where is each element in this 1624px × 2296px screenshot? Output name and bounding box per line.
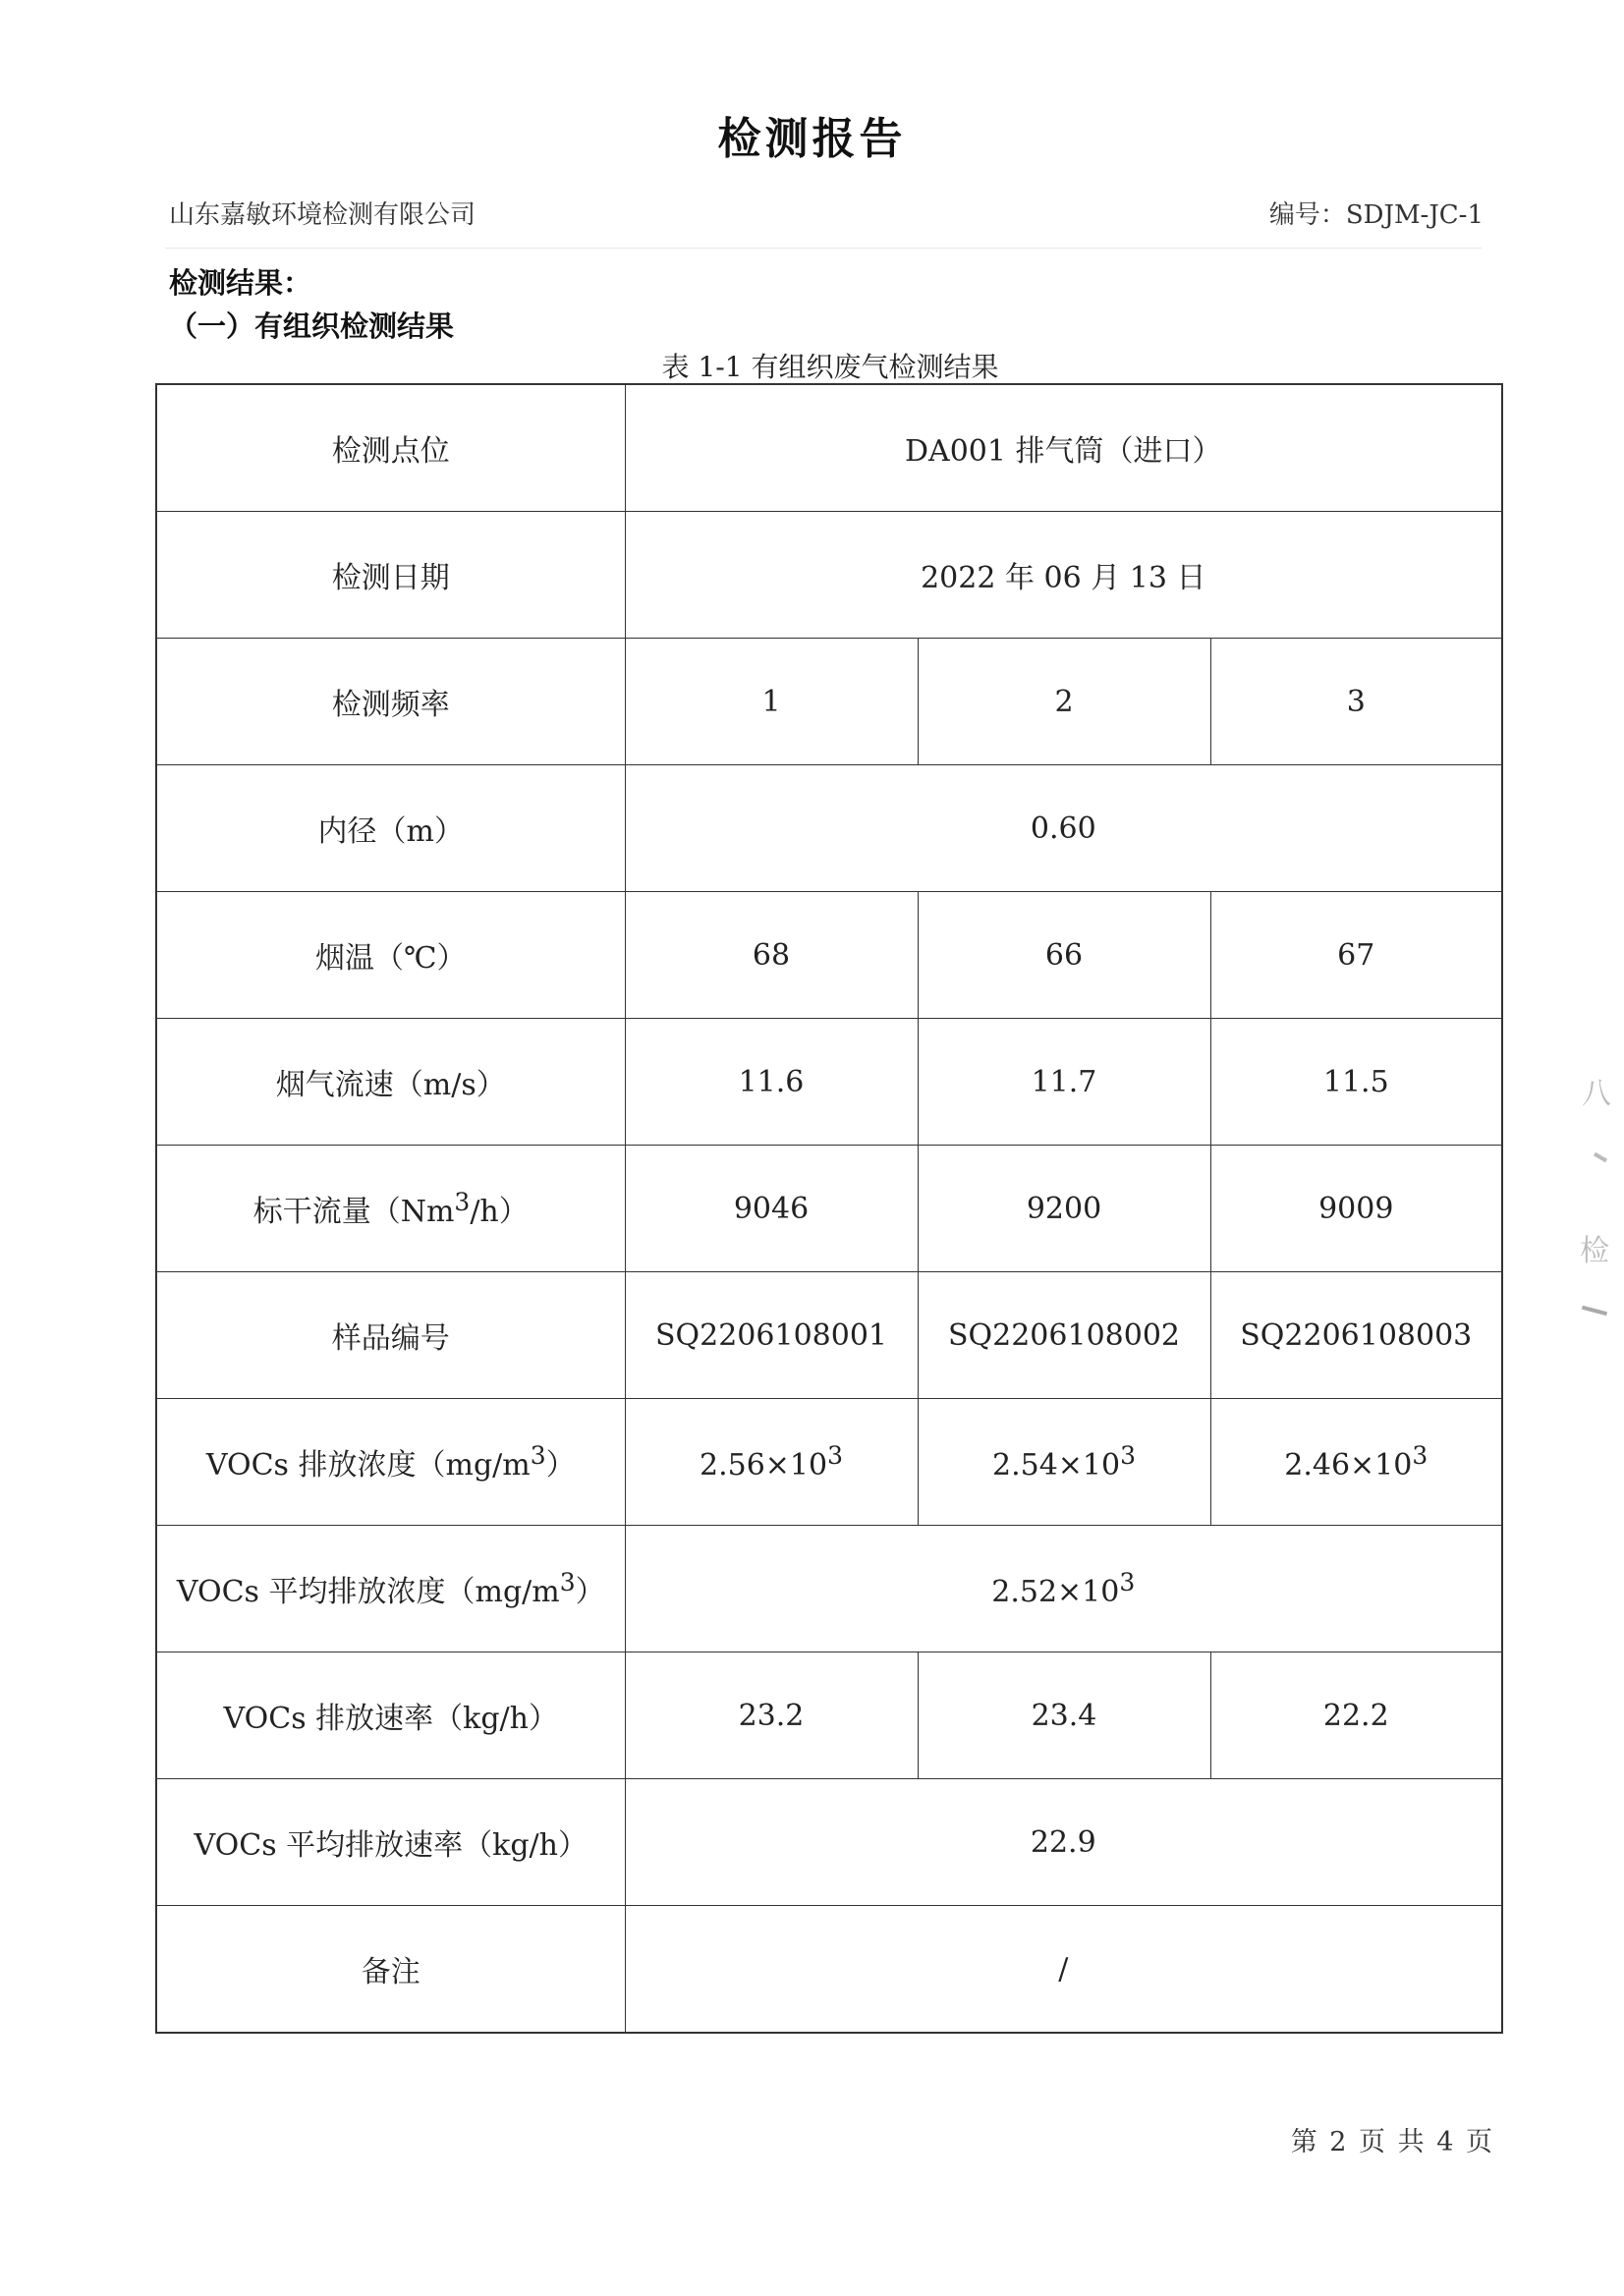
avg-concentration-label-unit: ） [575,1575,605,1609]
results-table [155,383,1503,2034]
flow-1: 9046 [625,1146,918,1272]
sample-2: SQ2206108002 [918,1272,1210,1399]
table-row [156,1146,1502,1272]
row-label-velocity: 烟气流速（m/s） [156,1019,625,1146]
flow-3: 9009 [1210,1146,1502,1272]
concentration-2-value: 2.54×10 [991,1448,1121,1483]
velocity-3: 11.5 [1210,1019,1502,1146]
row-label-avg-concentration [156,1526,625,1652]
remarks-value: / [625,1906,1502,2034]
avg-concentration-label-superscript: 3 [559,1568,576,1596]
concentration-label-superscript: 3 [530,1441,546,1470]
sample-3: SQ2206108003 [1210,1272,1502,1399]
report-title: 检测报告 [717,114,907,164]
row-label-avg-rate: VOCs 平均排放速率（kg/h） [156,1779,625,1906]
rate-1: 23.2 [625,1652,918,1779]
concentration-3-exponent: 3 [1412,1441,1428,1470]
table-row [156,765,1502,892]
table-row [156,384,1502,512]
concentration-2 [918,1399,1210,1526]
avg-concentration-exponent: 3 [1119,1568,1136,1596]
row-label-location: 检测点位 [156,384,625,512]
page-number: 第 2 页 共 4 页 [1290,2127,1494,2157]
row-label-remarks: 备注 [156,1906,625,2034]
table-caption: 表 1-1 有组织废气检测结果 [661,351,999,383]
frequency-1: 1 [625,639,918,765]
table-row [156,1779,1502,1906]
flow-label-superscript: 3 [454,1188,471,1216]
sample-1: SQ2206108001 [625,1272,918,1399]
table-row [156,639,1502,765]
concentration-label-text: VOCs 排放浓度（mg/m [205,1448,531,1483]
row-label-temperature: 烟温（℃） [156,892,625,1019]
avg-rate-value: 22.9 [625,1779,1502,1906]
frequency-2: 2 [918,639,1210,765]
concentration-1 [625,1399,918,1526]
diameter-value: 0.60 [625,765,1502,892]
frequency-3: 3 [1210,639,1502,765]
table-row [156,1019,1502,1146]
row-label-rate: VOCs 排放速率（kg/h） [156,1652,625,1779]
margin-mark [1594,1152,1607,1162]
temperature-3: 67 [1210,892,1502,1019]
concentration-2-exponent: 3 [1120,1441,1136,1470]
avg-concentration-label-text: VOCs 平均排放浓度（mg/m [176,1575,560,1609]
avg-concentration [625,1526,1502,1652]
table-row [156,1652,1502,1779]
row-label-flow [156,1146,625,1272]
row-label-concentration [156,1399,625,1526]
table-row [156,1399,1502,1526]
table-row [156,512,1502,639]
table-row [156,892,1502,1019]
margin-fragment: 检 [1580,1234,1609,1268]
concentration-3 [1210,1399,1502,1526]
date-value: 2022 年 06 月 13 日 [625,512,1502,639]
concentration-label-unit: ） [545,1448,576,1483]
flow-label-text: 标干流量（Nm [252,1195,455,1229]
margin-fragment: 八 [1582,1077,1611,1111]
flow-label-unit: /h） [470,1195,529,1229]
header-divider [165,248,1482,249]
rate-3: 22.2 [1210,1652,1502,1779]
avg-concentration-value: 2.52×10 [991,1575,1120,1609]
velocity-1: 11.6 [625,1019,918,1146]
section-heading: 检测结果： [169,266,312,300]
temperature-1: 68 [625,892,918,1019]
company-name: 山东嘉敏环境检测有限公司 [169,200,476,230]
location-value: DA001 排气筒（进口） [625,384,1502,512]
concentration-1-exponent: 3 [827,1441,843,1470]
row-label-diameter: 内径（m） [156,765,625,892]
subsection-heading: （一）有组织检测结果 [169,309,455,343]
row-label-date: 检测日期 [156,512,625,639]
row-label-sample: 样品编号 [156,1272,625,1399]
document-number: 编号：SDJM-JC-1 [1268,200,1484,230]
table-row [156,1526,1502,1652]
temperature-2: 66 [918,892,1210,1019]
row-label-frequency: 检测频率 [156,639,625,765]
table-row [156,1906,1502,2034]
rate-2: 23.4 [918,1652,1210,1779]
concentration-3-value: 2.46×10 [1284,1448,1413,1483]
velocity-2: 11.7 [918,1019,1210,1146]
margin-mark [1582,1306,1607,1316]
flow-2: 9200 [918,1146,1210,1272]
concentration-1-value: 2.56×10 [699,1448,828,1483]
table-row [156,1272,1502,1399]
